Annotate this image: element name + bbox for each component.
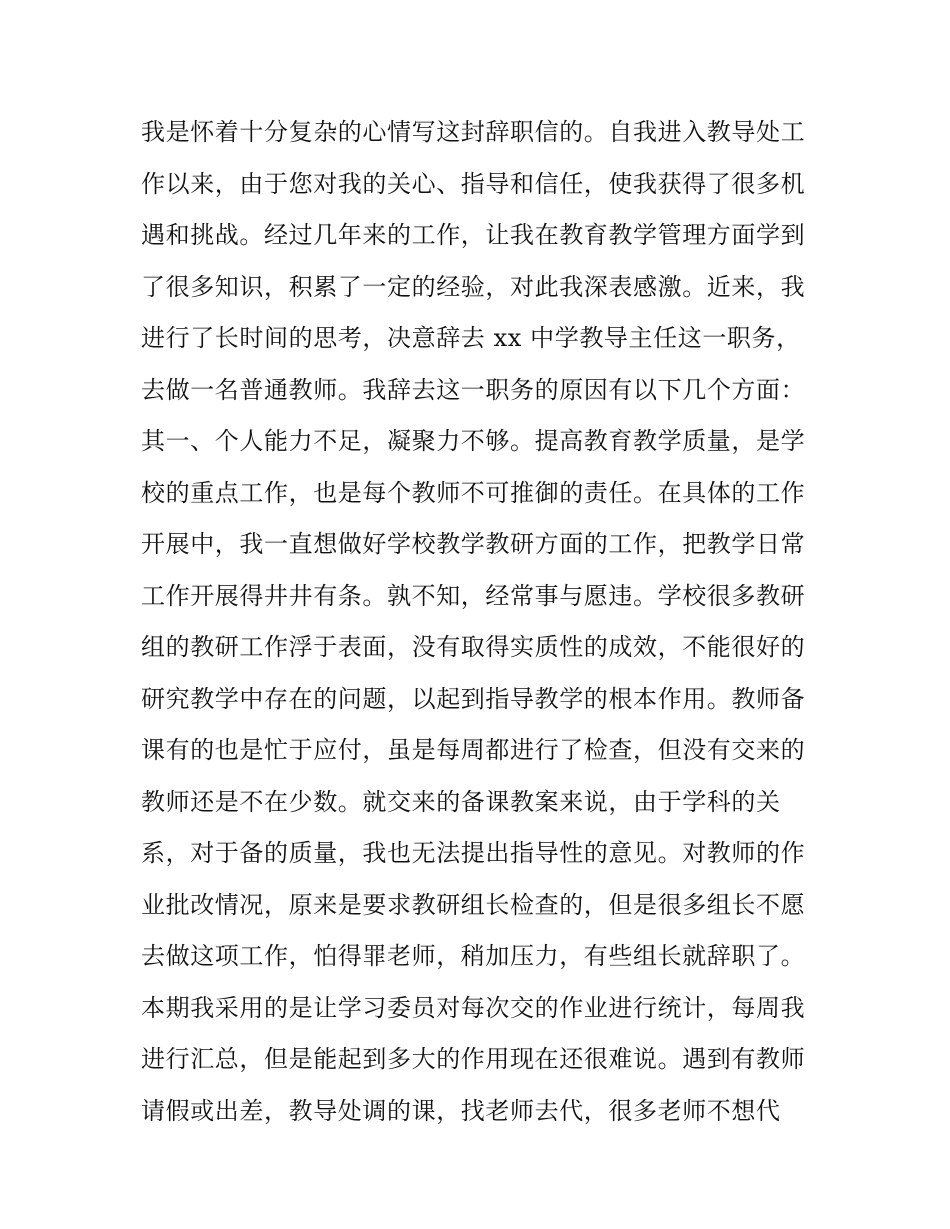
text-line: 请假或出差，教导处调的课，找老师去代，很多老师不想代	[141, 1096, 781, 1125]
text-line: 作以来，由于您对我的关心、指导和信任，使我获得了很多机	[141, 169, 806, 198]
text-line: 工作开展得井井有条。孰不知，经常事与愿违。学校很多教研	[141, 581, 806, 610]
text-line: 组的教研工作浮于表面，没有取得实质性的成效，不能很好的	[141, 633, 806, 661]
letter-body	[141, 108, 821, 1138]
text-line: 开展中，我一直想做好学校教学教研方面的工作，把教学日常	[141, 530, 806, 558]
text-line: 进行汇总，但是能起到多大的作用现在还很难说。遇到有教师	[141, 1045, 806, 1073]
text-line: 遇和挑战。经过几年来的工作，让我在教育教学管理方面学到	[141, 221, 806, 249]
text-line: 本期我采用的是让学习委员对每次交的作业进行统计，每周我	[141, 993, 806, 1022]
text-line: 业批改情况，原来是要求教研组长检查的，但是很多组长不愿	[141, 890, 806, 919]
text-line: 了很多知识，积累了一定的经验，对此我深表感激。近来，我	[141, 272, 806, 301]
text-line: 去做一名普通教师。我辞去这一职务的原因有以下几个方面：	[141, 375, 806, 404]
text-line: 系，对于备的质量，我也无法提出指导性的意见。对教师的作	[141, 839, 806, 867]
text-line: 课有的也是忙于应付，虽是每周都进行了检查，但没有交来的	[141, 736, 806, 764]
text-line: 我是怀着十分复杂的心情写这封辞职信的。自我进入教导处工	[141, 118, 806, 146]
text-line: 其一、个人能力不足，凝聚力不够。提高教育教学质量，是学	[141, 427, 806, 455]
text-line: 教师还是不在少数。就交来的备课教案来说，由于学科的关	[141, 787, 781, 816]
text-line: 进行了长时间的思考，决意辞去 xx 中学教导主任这一职务，	[141, 324, 801, 352]
text-line: 校的重点工作，也是每个教师不可推御的责任。在具体的工作	[141, 478, 806, 507]
text-line: 研究教学中存在的问题，以起到指导教学的根本作用。教师备	[141, 684, 806, 713]
text-line: 去做这项工作，怕得罪老师，稍加压力，有些组长就辞职了。	[141, 942, 806, 970]
